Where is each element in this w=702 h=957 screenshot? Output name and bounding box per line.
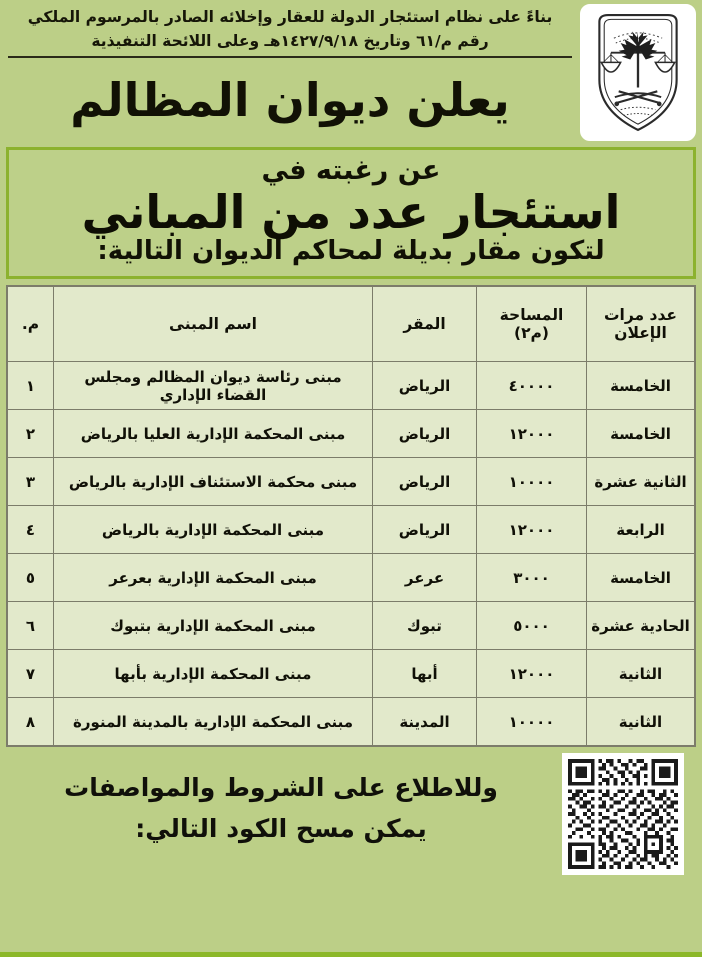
announcement-highlight-box: [6, 147, 696, 279]
cell-area: ٣٠٠٠: [477, 554, 587, 602]
board-of-grievances-emblem: [580, 4, 696, 141]
cell-area: ٥٠٠٠: [477, 602, 587, 650]
cell-building-name: مبنى المحكمة الإدارية بأبها: [54, 650, 373, 698]
page-title: يعلن ديوان المظالم: [70, 73, 510, 127]
cell-announcement-count: الخامسة: [587, 362, 695, 410]
cell-number: ١: [8, 362, 54, 410]
cell-building-name: مبنى المحكمة الإدارية بالرياض: [54, 506, 373, 554]
cell-number: ٢: [8, 410, 54, 458]
cell-announcement-count: الرابعة: [587, 506, 695, 554]
highlight-line-2: استئجار عدد من المباني: [81, 184, 621, 239]
cell-site: عرعر: [373, 554, 477, 602]
cell-number: ٥: [8, 554, 54, 602]
table-row: [8, 698, 695, 746]
cell-site: أبها: [373, 650, 477, 698]
table-body: [8, 362, 695, 746]
table-row: [8, 410, 695, 458]
cell-announcement-count: الخامسة: [587, 410, 695, 458]
cell-announcement-count: الثانية: [587, 698, 695, 746]
highlight-line-3: لتكون مقار بديلة لمحاكم الديوان التالية:: [97, 235, 605, 266]
cell-area: ١٠٠٠٠: [477, 458, 587, 506]
cell-area: ١٢٠٠٠: [477, 506, 587, 554]
decree-text: بناءً على نظام استئجار الدولة للعقار وإخلائه الصادر بالمرسوم الملكي رقم م/٦١ وتاريخ ١٤٢٧/٩/١٨هـ وعلى اللائحة التنفيذية: [27, 8, 553, 50]
footer-line-1: وللاطلاع على الشروط والمواصفات: [64, 773, 498, 803]
cell-area: ١٢٠٠٠: [477, 650, 587, 698]
footer-line-2: يمكن مسح الكود التالي:: [135, 814, 427, 844]
table-row: [8, 602, 695, 650]
cell-number: ٣: [8, 458, 54, 506]
cell-building-name: مبنى المحكمة الإدارية العليا بالرياض: [54, 410, 373, 458]
cell-area: ١٠٠٠٠: [477, 698, 587, 746]
table-row: [8, 506, 695, 554]
cell-announcement-count: الحادية عشرة: [587, 602, 695, 650]
table-row: [8, 362, 695, 410]
buildings-table: [7, 286, 695, 746]
cell-site: تبوك: [373, 602, 477, 650]
cell-building-name: مبنى المحكمة الإدارية بالمدينة المنورة: [54, 698, 373, 746]
cell-site: الرياض: [373, 458, 477, 506]
page-header: [0, 0, 702, 145]
table-header: [8, 287, 695, 362]
cell-area: ١٢٠٠٠: [477, 410, 587, 458]
cell-building-name: مبنى المحكمة الإدارية بعرعر: [54, 554, 373, 602]
cell-area: ٤٠٠٠٠: [477, 362, 587, 410]
decree-block: [6, 4, 574, 58]
table-header-row: [8, 287, 695, 362]
page-footer: [6, 753, 696, 871]
table-row: [8, 458, 695, 506]
highlight-line-1: عن رغبته في: [261, 155, 441, 186]
column-header-site: المقر: [373, 287, 477, 362]
cell-site: الرياض: [373, 410, 477, 458]
qr-code[interactable]: [562, 753, 684, 875]
cell-building-name: مبنى المحكمة الإدارية بتبوك: [54, 602, 373, 650]
cell-number: ٧: [8, 650, 54, 698]
cell-announcement-count: الخامسة: [587, 554, 695, 602]
cell-number: ٨: [8, 698, 54, 746]
cell-site: الرياض: [373, 362, 477, 410]
table-row: [8, 650, 695, 698]
column-header-building-name: اسم المبنى: [54, 287, 373, 362]
column-header-number: م.: [8, 287, 54, 362]
cell-building-name: مبنى رئاسة ديوان المظالم ومجلس القضاء الإداري: [54, 362, 373, 410]
column-header-announcement-count: عدد مرات الإعلان: [587, 287, 695, 362]
cell-number: ٦: [8, 602, 54, 650]
column-header-area: المساحة (م٢): [477, 287, 587, 362]
buildings-table-container: [6, 285, 696, 747]
header-divider: [8, 56, 572, 58]
cell-number: ٤: [8, 506, 54, 554]
footer-instructions: [16, 767, 546, 850]
cell-site: الرياض: [373, 506, 477, 554]
cell-site: المدينة: [373, 698, 477, 746]
table-row: [8, 554, 695, 602]
cell-announcement-count: الثانية عشرة: [587, 458, 695, 506]
cell-announcement-count: الثانية: [587, 650, 695, 698]
cell-building-name: مبنى محكمة الاستئناف الإدارية بالرياض: [54, 458, 373, 506]
